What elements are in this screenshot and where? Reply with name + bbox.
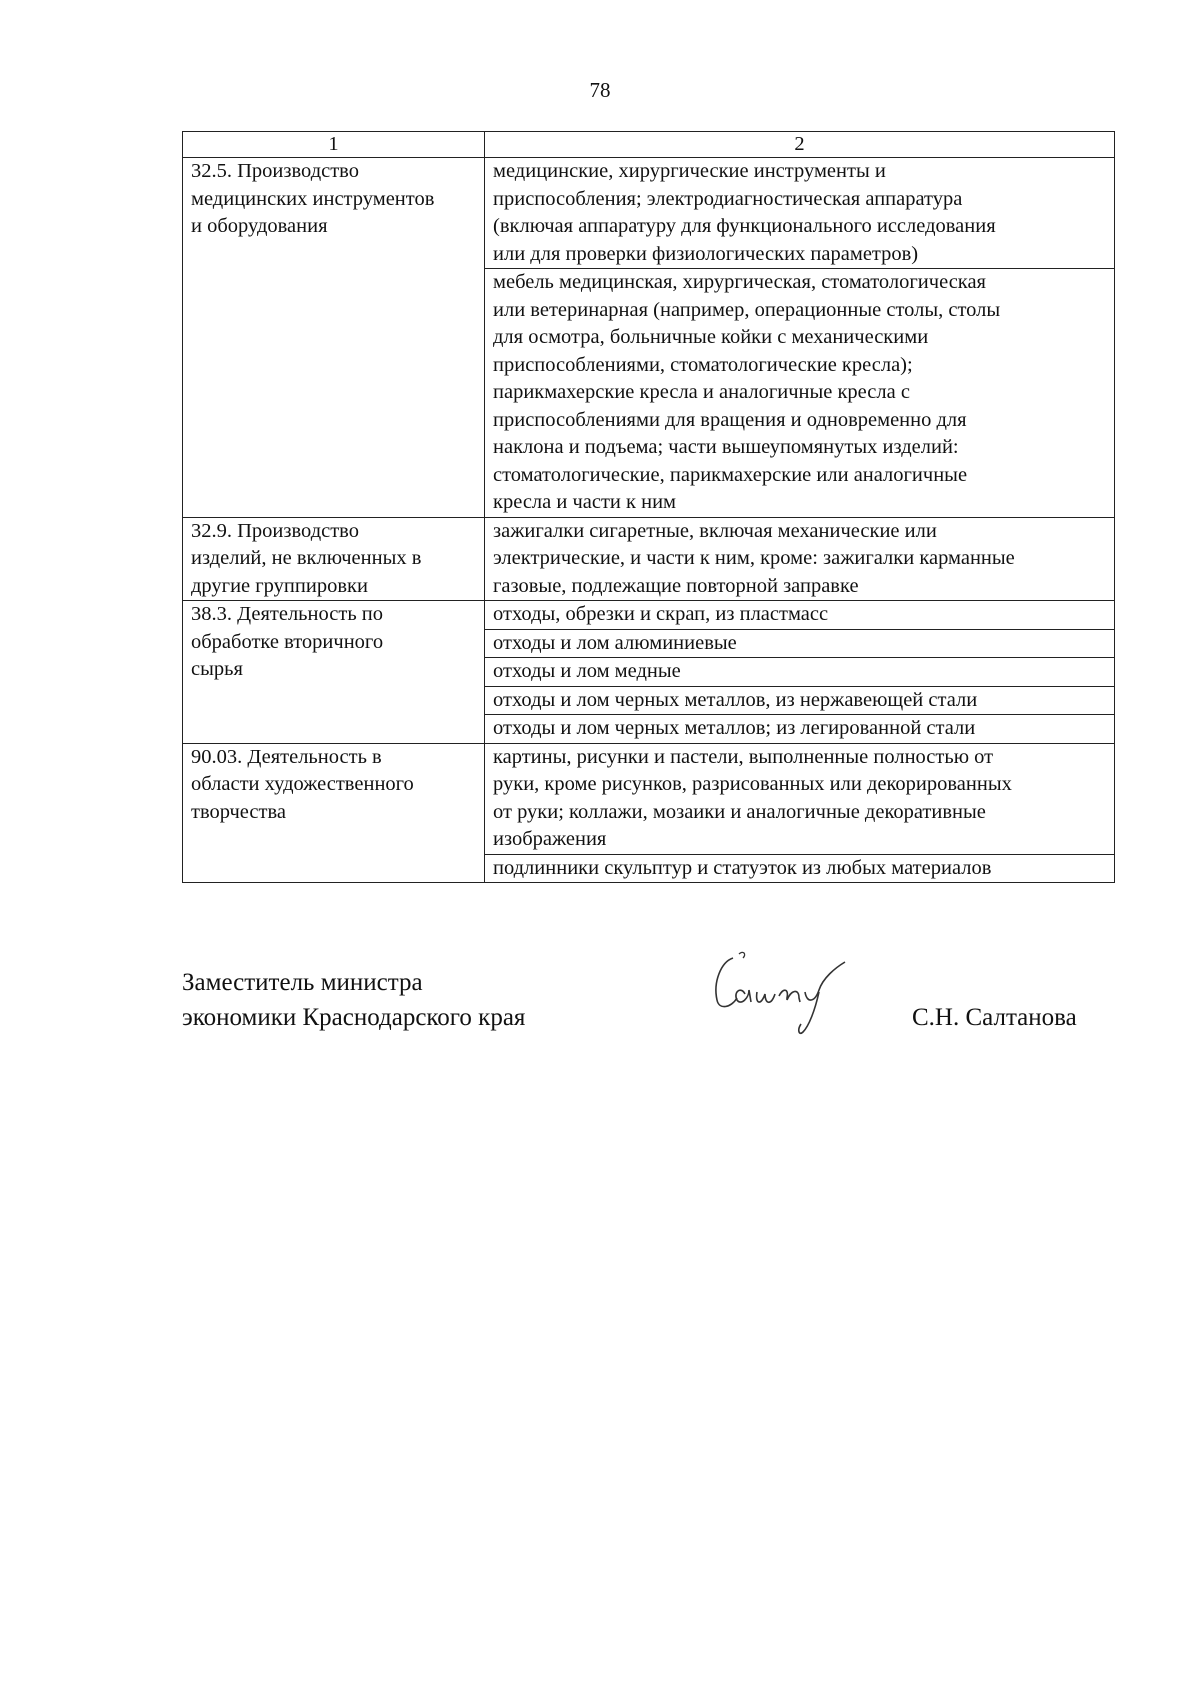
item-line: или ветеринарная (например, операционные столы, столы: [493, 298, 1001, 321]
item-line: кресла и части к ним: [493, 491, 677, 513]
classification-table: [182, 131, 1115, 883]
signatory-position: [182, 965, 525, 1035]
table-row: [183, 601, 1115, 630]
handwritten-signature: [705, 948, 865, 1038]
table-row: [183, 158, 1115, 269]
signatory-name: С.Н. Салтанова: [912, 1004, 1077, 1031]
position-line-1: Заместитель министра: [182, 969, 423, 996]
item-cell: [485, 269, 1115, 518]
category-line: другие группировки: [191, 574, 368, 597]
item-line: приспособлениями для вращения и одновременно для: [493, 408, 967, 431]
category-cell: [183, 743, 485, 883]
item-cell: [485, 854, 1115, 883]
item-line: или для проверки физиологических параметров): [493, 242, 919, 265]
item-line: от руки; коллажи, мозаики и аналогичные декоративные: [493, 800, 986, 823]
item-line: отходы и лом медные: [493, 660, 681, 682]
item-cell: [485, 658, 1115, 687]
category-line: 38.3. Деятельность по: [191, 603, 384, 625]
item-cell: [485, 743, 1115, 854]
item-line: мебель медицинская, хирургическая, стоматологическая: [493, 271, 986, 293]
header-col-2: 2: [485, 132, 1115, 158]
position-line-2: экономики Краснодарского края: [182, 1004, 526, 1031]
category-line: 32.9. Производство: [191, 519, 359, 542]
category-line: области художественного: [191, 773, 414, 795]
item-line: руки, кроме рисунков, разрисованных или декорированных: [493, 773, 1012, 795]
item-line: приспособления; электродиагностическая аппаратура: [493, 187, 963, 210]
category-line: творчества: [191, 800, 286, 823]
item-line: отходы, обрезки и скрап, из пластмасс: [493, 603, 829, 625]
item-cell: [485, 686, 1115, 715]
item-cell: [485, 629, 1115, 658]
table-header-row: [183, 132, 1115, 158]
item-line: подлинники скульптур и статуэток из любых материалов: [493, 856, 992, 879]
item-line: стоматологические, парикмахерские или аналогичные: [493, 463, 968, 486]
item-cell: [485, 715, 1115, 744]
category-cell: [183, 158, 485, 518]
table-row: [183, 743, 1115, 854]
item-line: электрические, и части к ним, кроме: зажигалки карманные: [493, 547, 1015, 569]
category-line: 90.03. Деятельность в: [191, 745, 382, 768]
item-line: зажигалки сигаретные, включая механические или: [493, 519, 937, 542]
category-cell: [183, 517, 485, 601]
item-line: отходы и лом черных металлов; из легированной стали: [493, 717, 976, 739]
item-line: наклона и подъема; части вышеупомянутых изделий:: [493, 436, 959, 458]
item-line: газовые, подлежащие повторной заправке: [493, 574, 859, 597]
category-line: обработке вторичного: [191, 630, 384, 653]
item-line: медицинские, хирургические инструменты и: [493, 160, 886, 182]
category-line: и оборудования: [191, 215, 328, 237]
item-line: изображения: [493, 828, 607, 850]
table-row: [183, 517, 1115, 601]
category-line: сырья: [191, 658, 243, 680]
item-line: картины, рисунки и пастели, выполненные полностью от: [493, 745, 994, 768]
page-number: 78: [589, 78, 611, 102]
item-cell: [485, 601, 1115, 630]
item-line: приспособлениями, стоматологические кресла);: [493, 353, 913, 376]
item-cell: [485, 517, 1115, 601]
category-line: медицинских инструментов: [191, 187, 435, 210]
category-line: 32.5. Производство: [191, 160, 359, 182]
header-col-1: 1: [183, 132, 485, 158]
item-line: (включая аппаратуру для функционального исследования: [493, 215, 996, 237]
category-cell: [183, 601, 485, 744]
item-line: парикмахерские кресла и аналогичные кресла с: [493, 381, 910, 403]
item-cell: [485, 158, 1115, 269]
item-line: отходы и лом алюминиевые: [493, 631, 737, 654]
item-line: для осмотра, больничные койки с механическими: [493, 326, 929, 348]
item-line: отходы и лом черных металлов, из нержавеющей стали: [493, 688, 978, 711]
category-line: изделий, не включенных в: [191, 547, 422, 569]
